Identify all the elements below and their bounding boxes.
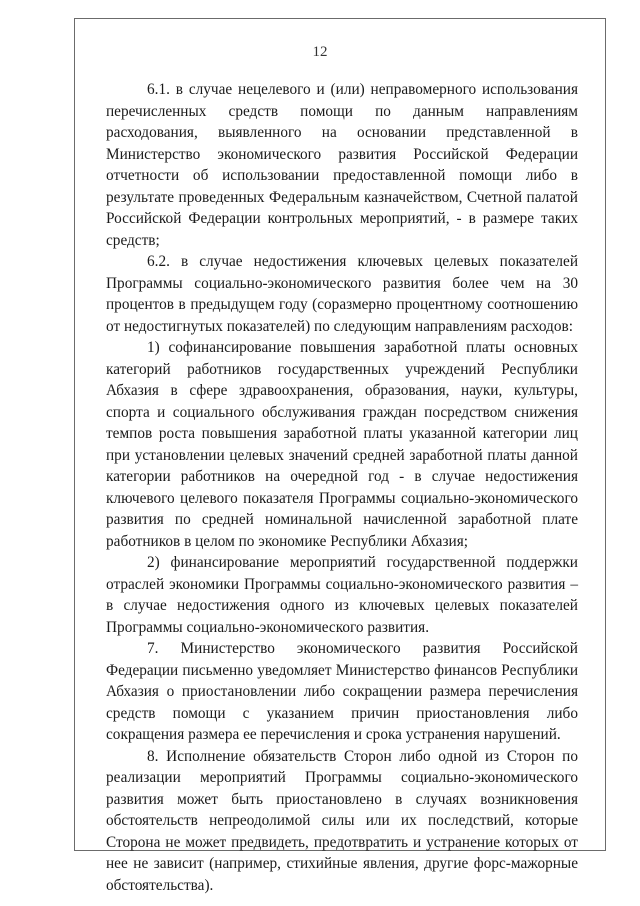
paragraph-8: 8. Исполнение обязательств Сторон либо одной из Сторон по реализации мероприятий Программы социально-экономического развития может быть приостановлено в случаях возникновения обстоятельств непреодолимой силы или их последствий, которые Сторона не может предвидеть, предотвратить и устранение которых от нее не зависит (например, стихийные явления, другие форс-мажорные обстоятельства). bbox=[106, 747, 578, 894]
paragraph-6-1: 6.1. в случае нецелевого и (или) неправомерного использования перечисленных средств помощи по данным направлениям расходования, выявленного на основании представленной в Министерство экономического развития Российской Федерации отчетности об использовании предоставленной помощи либо в результате проведенных Федеральным казначейством, Счетной палатой Российской Федерации контрольных мероприятий, - в размере таких средств; bbox=[106, 81, 578, 249]
document-body bbox=[106, 79, 578, 896]
paragraph-6-2-item-1: 1) софинансирование повышения заработной платы основных категорий работников государственных учреждений Республики Абхазия в сфере здравоохранения, образования, науки, культуры, спорта и социального обслуживания граждан посредством снижения темпов роста повышения заработной платы указанной категории лиц при установлении целевых значений средней заработной платы данной категории работников на очередной год - в случае недостижения ключевого целевого показателя Программы социально-экономического развития по средней номинальной начисленной заработной плате работников в целом по экономике Республики Абхазия; bbox=[106, 339, 578, 550]
paragraph-6-2: 6.2. в случае недостижения ключевых целевых показателей Программы социально-экономического развития более чем на 30 процентов в предыдущем году (соразмерно процентному соотношению от недостигнутых показателей) по следующим направлениям расходов: bbox=[106, 253, 578, 335]
paragraph-6-2-item-2: 2) финансирование мероприятий государственной поддержки отраслей экономики Программы социально-экономического развития – в случае недостижения одного из ключевых целевых показателей Программы социально-экономического развития. bbox=[106, 554, 578, 636]
page-number: 12 bbox=[312, 44, 328, 60]
paragraph-7: 7. Министерство экономического развития Российской Федерации письменно уведомляет Министерство финансов Республики Абхазия о приостановлении либо сокращении размера перечисления средств помощи с указанием причин приостановления либо сокращения размера ее перечисления и срока устранения нарушений. bbox=[106, 640, 578, 743]
